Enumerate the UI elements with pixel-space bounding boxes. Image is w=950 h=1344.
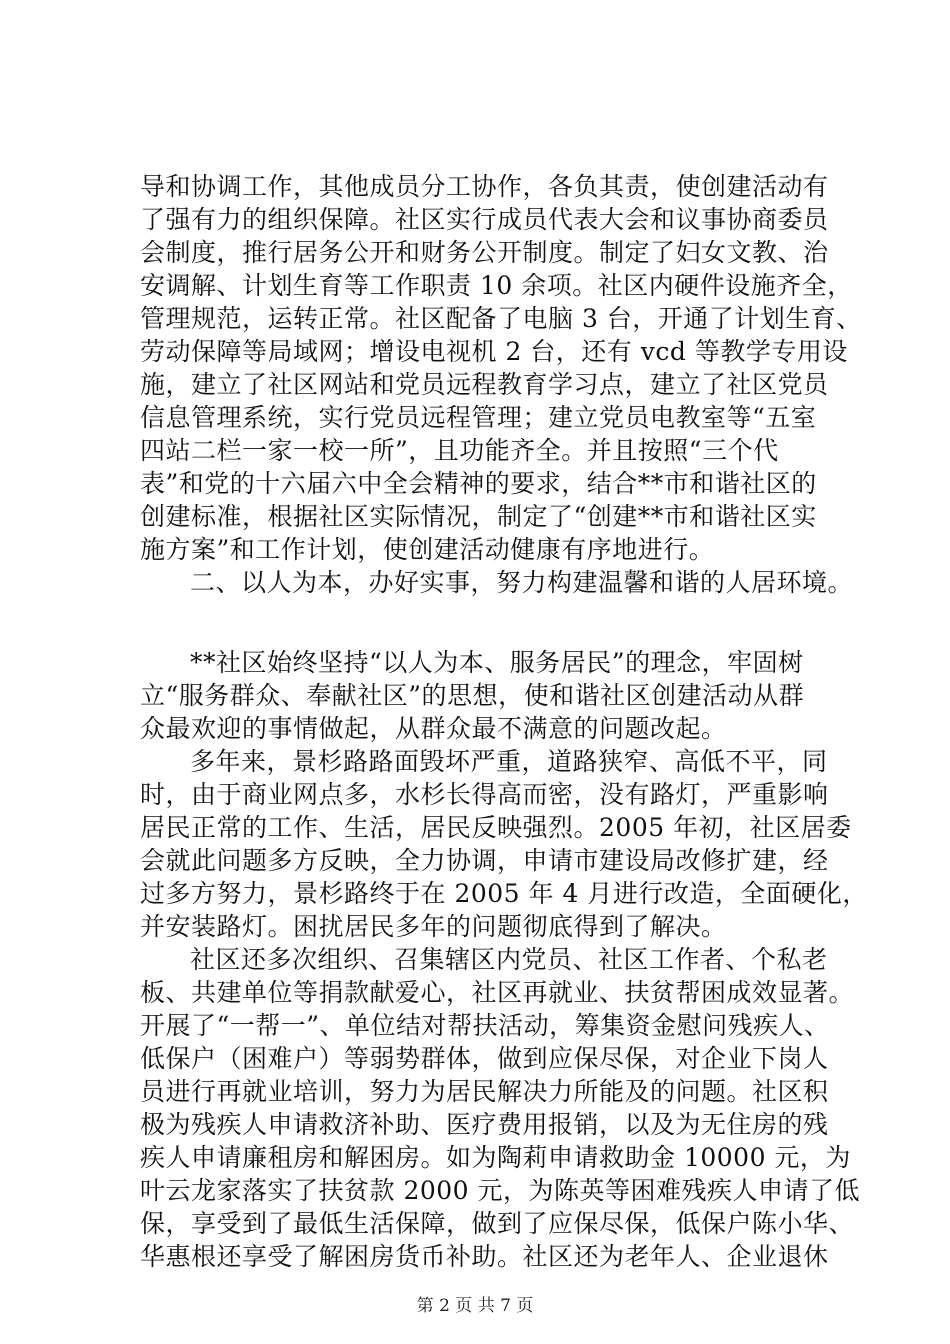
text-line: 立“服务群众、奉献社区”的思想，使和谐社区创建活动从群 — [140, 681, 805, 710]
text-line: 施方案”和工作计划，使创建活动健康有序地进行。 — [140, 535, 715, 564]
text-line: 时，由于商业网点多，水杉长得高而密，没有路灯，严重影响 — [140, 780, 829, 809]
page-footer — [0, 1295, 950, 1317]
text-line: 居民正常的工作、生活，居民反映强烈。2005 年初，社区居委 — [140, 813, 852, 842]
text-line: 低保户（困难户）等弱势群体，做到应保尽保，对企业下岗人 — [140, 1044, 829, 1073]
text-line: 员进行再就业培训，努力为居民解决力所能及的问题。社区积 — [140, 1077, 829, 1106]
document-body — [140, 170, 868, 1273]
text-line: 创建标准，根据社区实际情况，制定了“创建**市和谐社区实 — [140, 502, 817, 531]
page-number-label: 第 2 页 共 7 页 — [416, 1296, 534, 1316]
text-line: 极为残疾人申请救济补助、医疗费用报销，以及为无住房的残 — [140, 1110, 829, 1139]
text-line: 四站二栏一家一校一所”，且功能齐全。并且按照“三个代 — [140, 436, 779, 465]
text-line: 疾人申请廉租房和解困房。如为陶莉申请救助金 10000 元，为 — [140, 1143, 851, 1172]
text-line: 会就此问题多方反映，全力协调，申请市建设局改修扩建，经 — [140, 846, 829, 875]
text-line: 过多方努力，景杉路终于在 2005 年 4 月进行改造，全面硬化， — [140, 879, 868, 908]
text-line: 华惠根还享受了解困房货币补助。社区还为老年人、企业退休 — [140, 1242, 829, 1271]
text-line: 安调解、计划生育等工作职责 10 余项。社区内硬件设施齐全， — [140, 271, 853, 300]
text-line: 导和协调工作，其他成员分工协作，各负其责，使创建活动有 — [140, 172, 829, 201]
section-heading: 二、以人为本，办好实事，努力构建温馨和谐的人居环境。 — [190, 568, 854, 597]
text-line: 信息管理系统，实行党员远程管理；建立党员电教室等“五室 — [140, 403, 817, 432]
text-line: 并安装路灯。困扰居民多年的问题彻底得到了解决。 — [140, 912, 727, 941]
text-line: 众最欢迎的事情做起，从群众最不满意的问题改起。 — [140, 714, 727, 743]
text-line: 表”和党的十六届六中全会精神的要求，结合**市和谐社区的 — [140, 469, 817, 498]
text-line: **社区始终坚持“以人为本、服务居民”的理念，牢固树 — [190, 648, 804, 677]
text-line: 施，建立了社区网站和党员远程教育学习点，建立了社区党员 — [140, 370, 829, 399]
text-line: 社区还多次组织、召集辖区内党员、社区工作者、个私老 — [190, 945, 828, 974]
text-line: 多年来，景杉路路面毁坏严重，道路狭窄、高低不平，同 — [190, 747, 828, 776]
text-line: 劳动保障等局域网；增设电视机 2 台，还有 vcd 等教学专用设 — [140, 337, 848, 366]
text-line: 板、共建单位等捐款献爱心，社区再就业、扶贫帮困成效显著。 — [140, 978, 855, 1007]
text-line: 会制度，推行居务公开和财务公开制度。制定了妇女文教、治 — [140, 238, 829, 267]
paragraph-gap — [140, 599, 830, 646]
text-line: 管理规范，运转正常。社区配备了电脑 3 台，开通了计划生育、 — [140, 304, 862, 333]
text-line: 开展了“一帮一”、单位结对帮扶活动，筹集资金慰问残疾人、 — [140, 1011, 830, 1040]
text-line: 了强有力的组织保障。社区实行成员代表大会和议事协商委员 — [140, 205, 829, 234]
text-line: 保，享受到了最低生活保障，做到了应保尽保，低保户陈小华、 — [140, 1209, 855, 1238]
text-line: 叶云龙家落实了扶贫款 2000 元，为陈英等困难残疾人申请了低 — [140, 1176, 861, 1205]
